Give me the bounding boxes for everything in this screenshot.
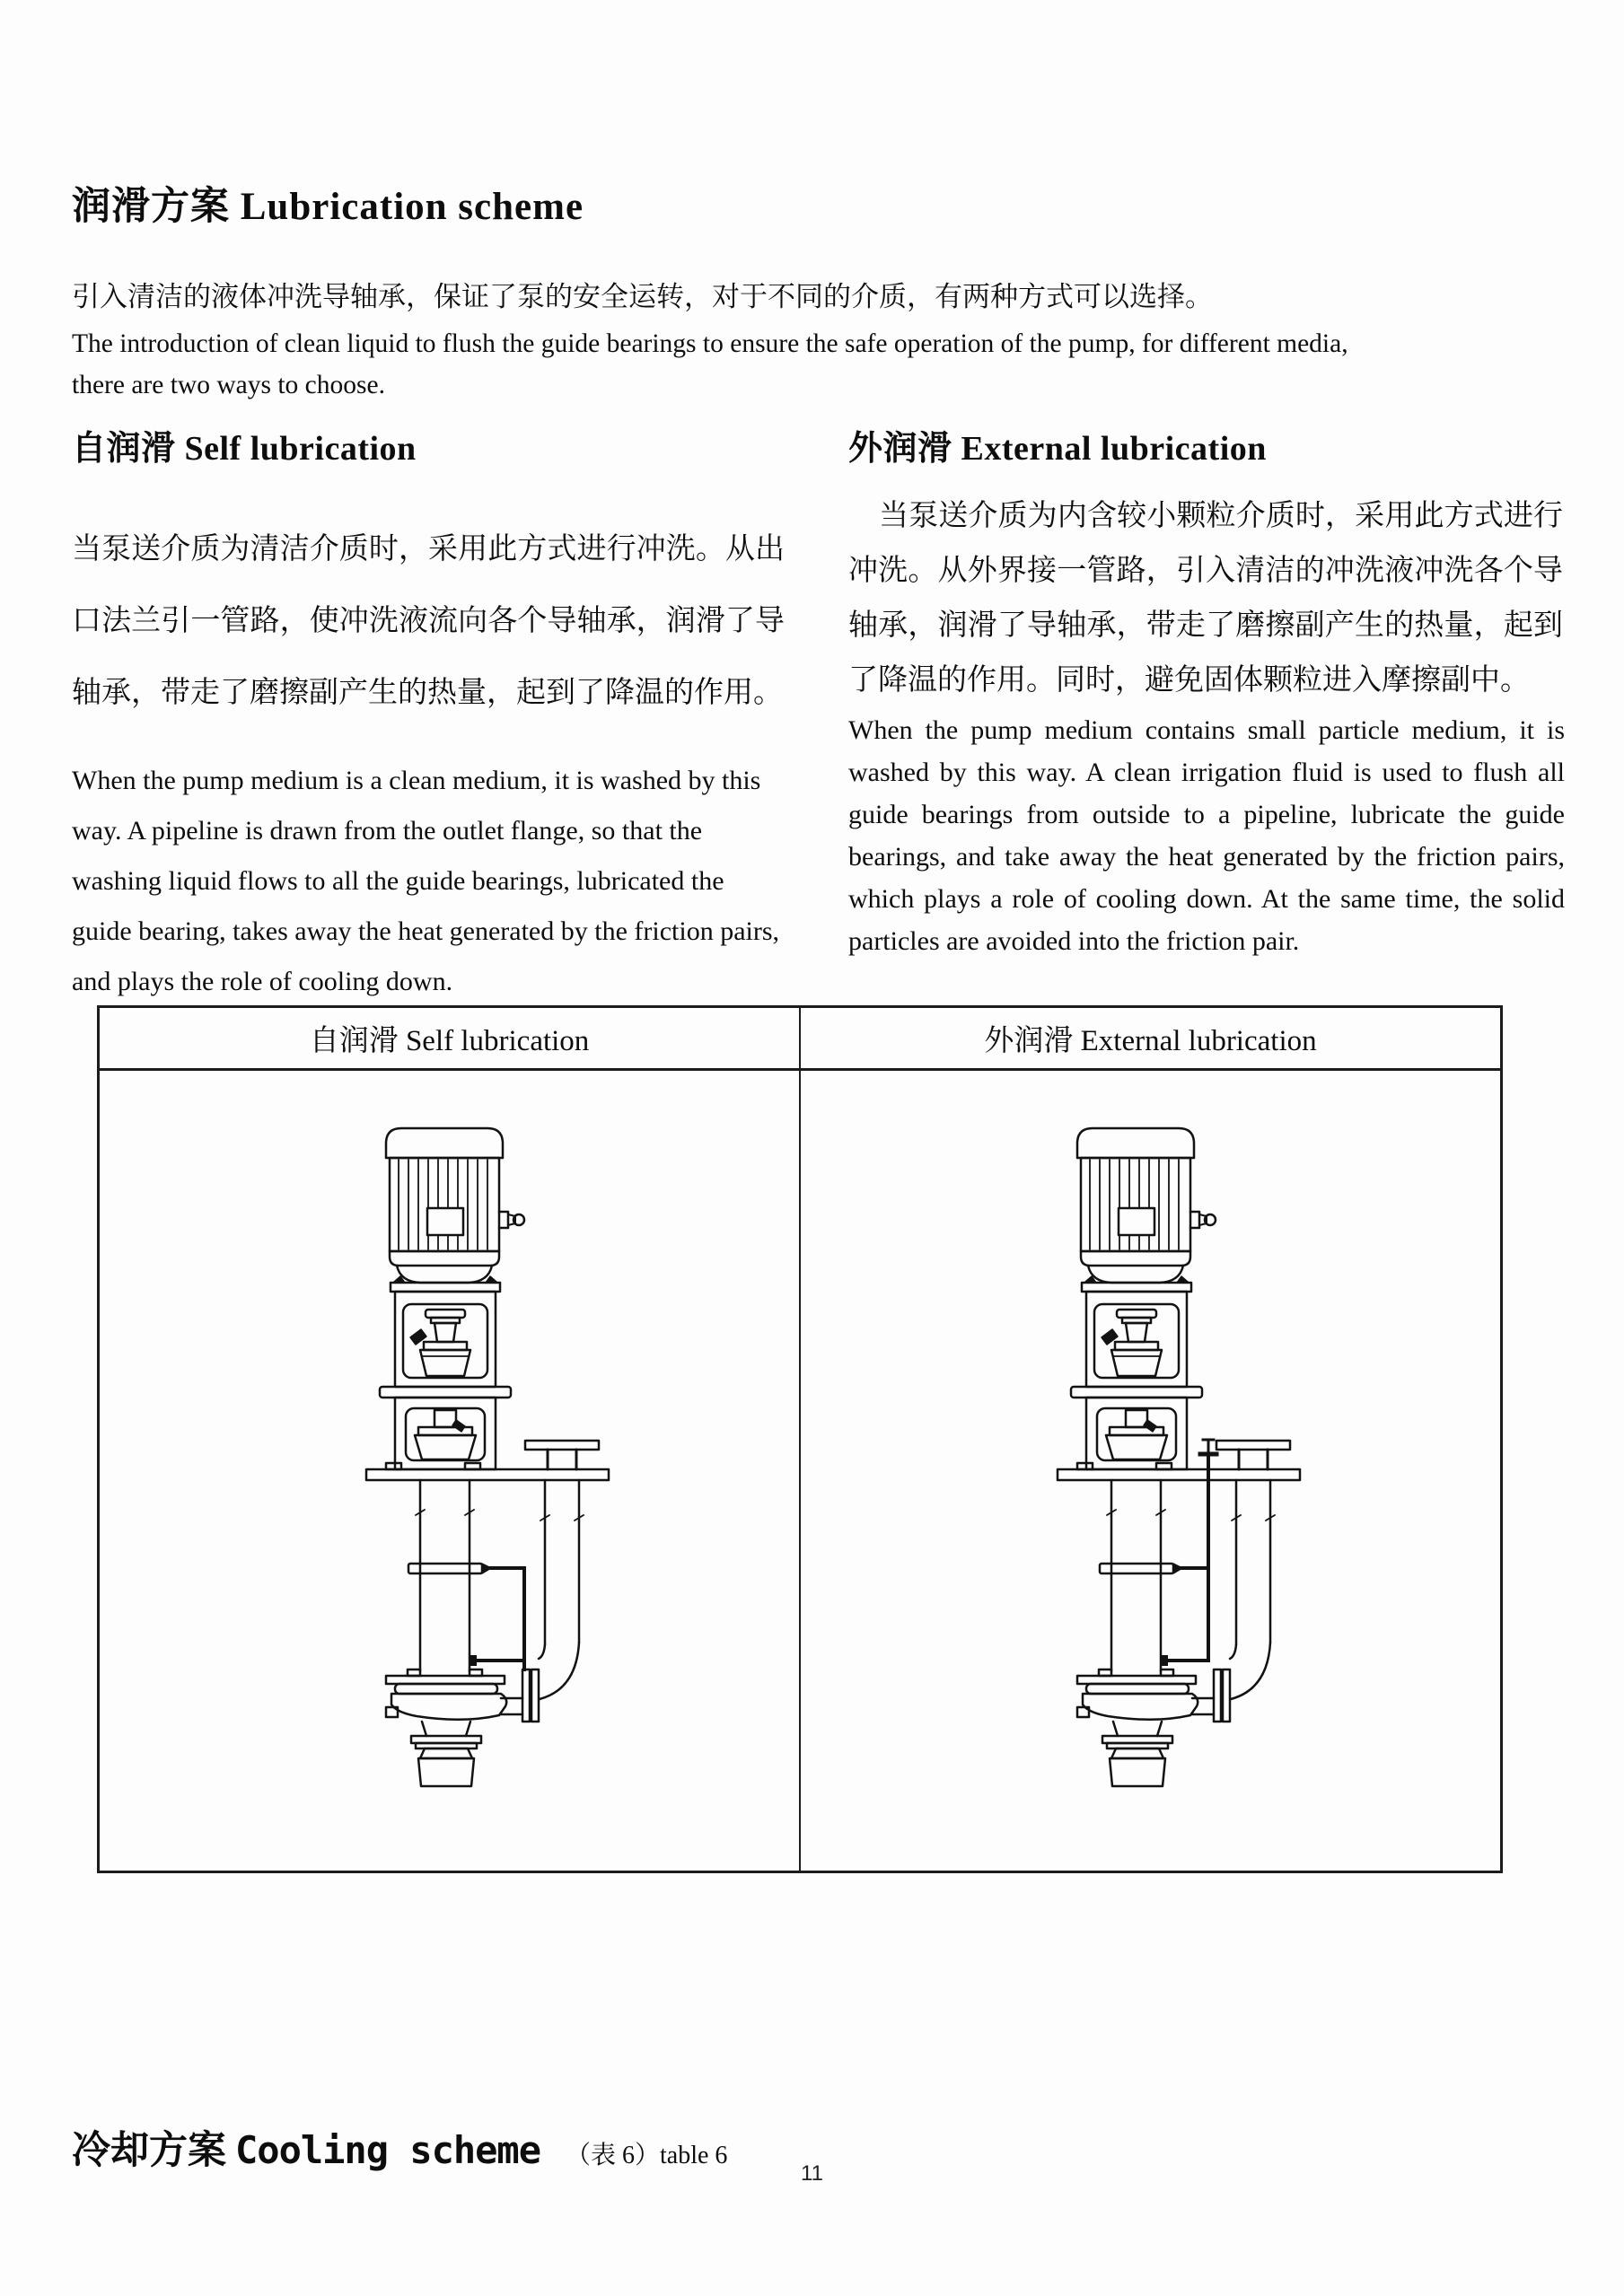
cooling-heading-zh: 冷却方案 — [72, 2130, 226, 2172]
intro-paragraph-zh: 引入清洁的液体冲洗导轴承，保证了泵的安全运转，对于不同的介质，有两种方式可以选择。 — [72, 281, 1213, 312]
self-lubrication-flush-pipe — [476, 1568, 524, 1669]
external-lubrication-paragraph-en: When the pump medium contains small particle medium, it is washed by this way. A clean irrigation fluid is used to flush all guide bearings from outside to a pipeline, lubricate the guide bearings, and take away the heat generated by the friction pairs, which plays a role of cooling down. At the same time, the solid particles are avoided into the friction pair. — [848, 715, 1565, 956]
external-lubrication-heading: 外润滑 External lubrication — [848, 430, 1267, 468]
table-header-external-lubrication: 外润滑 External lubrication — [799, 1008, 1500, 1068]
self-lubrication-paragraph-en: When the pump medium is a clean medium, it is washed by this way. A pipeline is drawn from the outlet flange, so that the washing liquid flows to all the guide bearings, lubricated the guide bearing, takes away the heat generated by the friction pairs, and plays the role of cooling down. — [72, 766, 780, 996]
table-header-self-lubrication: 自润滑 Self lubrication — [309, 1025, 590, 1057]
diagram-table-header-row — [100, 1008, 1500, 1071]
self-lubrication-paragraph-zh: 当泵送介质为清洁介质时，采用此方式进行冲洗。从出口法兰引一管路，使冲洗液流向各个导轴承，润滑了导轴承，带走了磨擦副产生的热量，起到了降温的作用。 — [72, 533, 785, 709]
external-lubrication-pump-diagram — [1032, 1106, 1347, 1869]
table-6-note: （表 6）table 6 — [566, 2142, 728, 2169]
page-number: 11 — [801, 2161, 823, 2186]
intro-paragraph-en: The introduction of clean liquid to flush the guide bearings to ensure the safe operation of the pump, for different media, there are two ways to choose. — [72, 329, 1348, 399]
self-lubrication-heading: 自润滑 Self lubrication — [72, 430, 417, 468]
cooling-heading-en: Cooling scheme — [235, 2128, 541, 2172]
external-flush-pipe — [1167, 1440, 1216, 1661]
page-title: 润滑方案 Lubrication scheme — [72, 186, 584, 228]
external-lubrication-paragraph-zh: 当泵送介质为内含较小颗粒介质时，采用此方式进行冲洗。从外界接一管路，引入清洁的冲洗液冲洗各个导轴承，润滑了导轴承，带走了磨擦副产生的热量，起到了降温的作用。同时，避免固体颗粒进入摩擦副中。 — [848, 500, 1563, 697]
self-lubrication-pump-diagram — [341, 1106, 655, 1869]
